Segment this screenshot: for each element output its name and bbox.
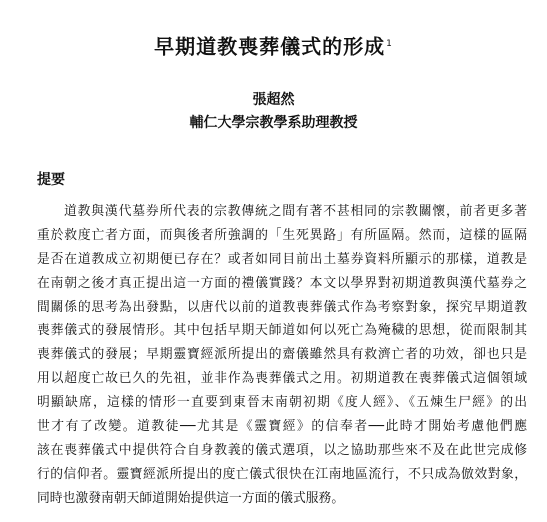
abstract-line: 同時也激發南朝天師道開始提供這一方面的儀式服務。 xyxy=(37,490,345,506)
author-affiliation: 輔仁大學宗教學系助理教授 xyxy=(189,115,358,131)
paper-title xyxy=(0,30,547,61)
abstract-line: 間關係的思考為出發點，以唐代以前的道教喪葬儀式作為考察對象，探究早期道教 xyxy=(37,299,527,315)
abstract-heading: 提要 xyxy=(37,172,65,188)
abstract-line: 是否在道教成立初期便已存在？或者如同目前出土墓券資料所顯示的那樣，道教是 xyxy=(37,251,527,267)
author-name: 張超然 xyxy=(252,92,295,108)
abstract-line: 世才有了改變。道教徒──尤其是《靈寶經》的信奉者──此時才開始考慮他們應 xyxy=(37,419,527,435)
abstract-line: 喪葬儀式的發展；早期靈寶經派所提出的齋儀雖然具有救濟亡者的功效，卻也只是 xyxy=(37,347,527,363)
abstract-body xyxy=(37,200,527,511)
paper-title-text: 早期道教喪葬儀式的形成 xyxy=(154,34,386,59)
abstract-line: 喪葬儀式的發展情形。其中包括早期天師道如何以死亡為殗穢的思想，從而限制其 xyxy=(37,323,527,339)
abstract-line: 該在喪葬儀式中提供符合自身教義的儀式選項，以之協助那些來不及在此世完成修 xyxy=(37,442,527,458)
abstract-line: 重於救度亡者方面，而與後者所強調的「生死異路」有所區隔。然而，這樣的區隔 xyxy=(37,227,527,243)
title-footnote-marker: 1 xyxy=(386,39,393,49)
abstract-line: 在南朝之後才真正提出這一方面的禮儀實踐？本文以學界對初期道教與漢代墓券之 xyxy=(37,275,527,291)
abstract-line: 行的信仰者。靈寶經派所提出的度亡儀式很快在江南地區流行，不只成為倣效對象， xyxy=(37,466,527,482)
abstract-line: 用以超度亡故已久的先祖，並非作為喪葬儀式之用。初期道教在喪葬儀式這個領域 xyxy=(37,371,527,387)
abstract-line: 道教與漢代墓券所代表的宗教傳統之間有著不甚相同的宗教關懷，前者更多著 xyxy=(64,204,527,219)
abstract-line: 明顯缺席，這樣的情形一直要到東晉末南朝初期《度人經》、《五煉生尸經》的出 xyxy=(37,395,527,411)
